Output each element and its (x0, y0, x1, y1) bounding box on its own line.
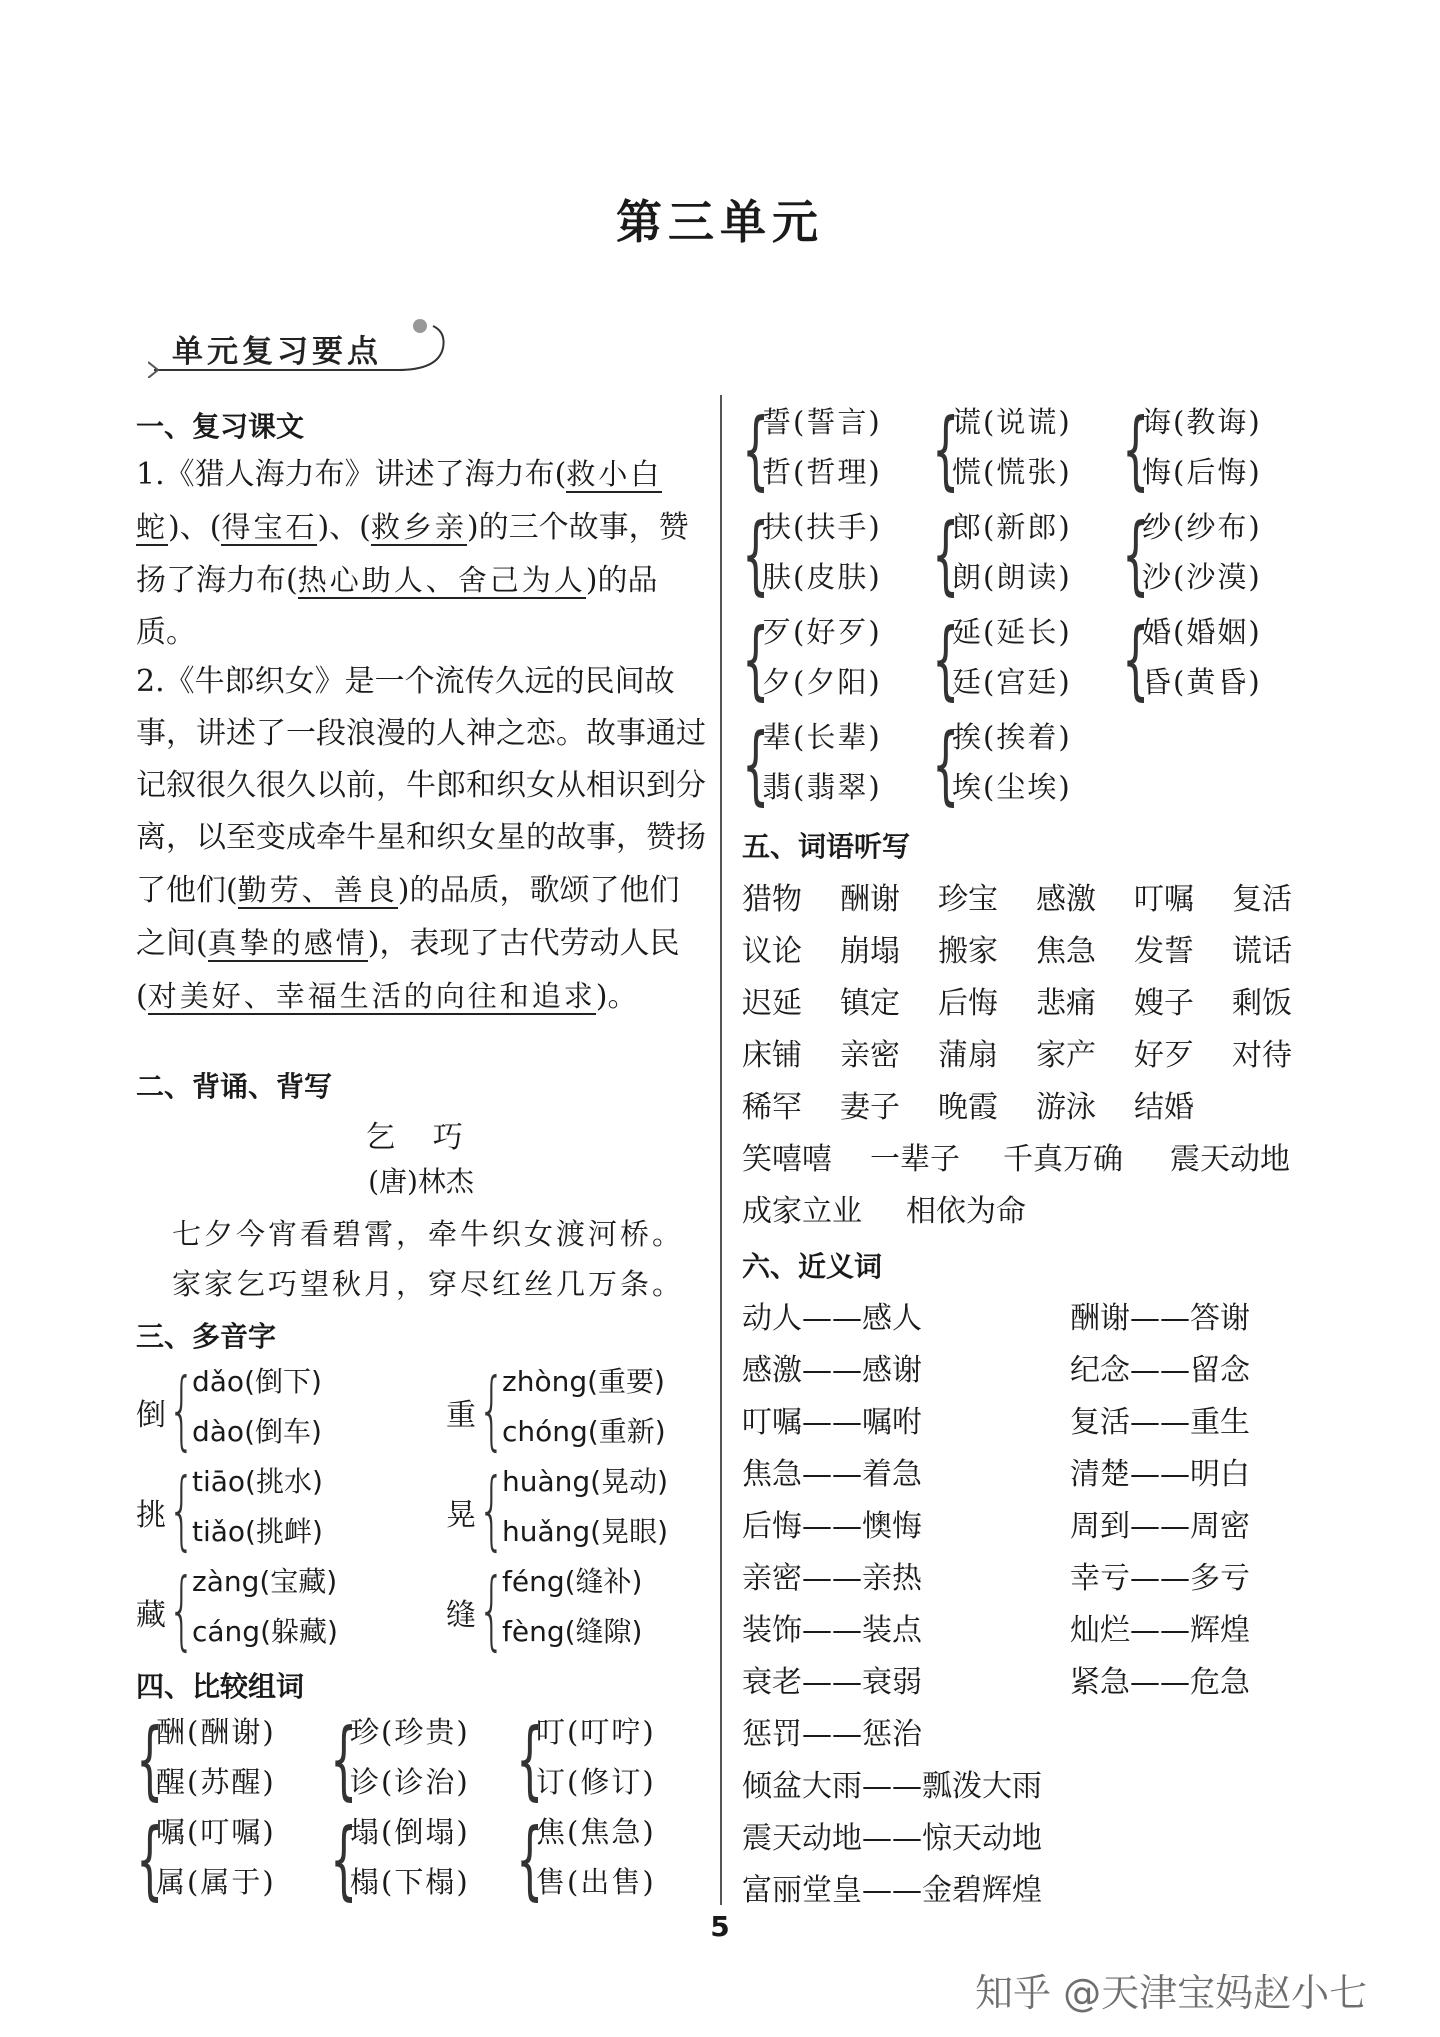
dictation-word: 议论 (742, 934, 802, 969)
synonym-pair: 后悔——懊悔 (742, 1509, 922, 1544)
char: 倒 (136, 1398, 166, 1433)
word: 延(延长) (952, 615, 1072, 649)
brace-icon: { (516, 1810, 544, 1910)
reading: dǎo(倒下) (192, 1365, 322, 1398)
dictation-word: 复活 (1232, 882, 1292, 917)
synonym-pair: 装饰——装点 (742, 1613, 922, 1648)
word: 誓(誓言) (762, 405, 882, 439)
synonym-pair: 酬谢——答谢 (1070, 1301, 1250, 1336)
reading: cáng(躲藏) (192, 1615, 338, 1648)
brace-icon: { (136, 1710, 164, 1810)
dictation-word: 发誓 (1134, 934, 1194, 969)
char: 晃 (446, 1498, 476, 1533)
word: 榻(下榻) (350, 1865, 470, 1899)
section-banner (148, 318, 458, 378)
synonym-pair: 震天动地——惊天动地 (742, 1821, 1042, 1856)
synonym-pair: 紧急——危急 (1070, 1665, 1250, 1700)
poem-title: 乞 巧 (365, 1120, 477, 1155)
text: 1.《猎人海力布》讲述了海力布( (136, 457, 567, 492)
synonym-pair: 焦急——着急 (742, 1457, 922, 1492)
word: 扶(扶手) (762, 510, 882, 544)
char: 重 (446, 1398, 476, 1433)
synonym-pair: 动人——感人 (742, 1301, 922, 1336)
dictation-word: 好歹 (1134, 1038, 1194, 1073)
word: 叮(叮咛) (536, 1715, 656, 1749)
word: 诊(诊治) (350, 1765, 470, 1799)
compare-item (516, 1710, 746, 1814)
reading: chóng(重新) (502, 1415, 666, 1448)
brace-icon: { (1122, 610, 1150, 710)
dictation-word: 叮嘱 (1134, 882, 1194, 917)
char: 缝 (446, 1598, 476, 1633)
brace-icon: { (478, 1560, 506, 1660)
dictation-word: 后悔 (938, 986, 998, 1021)
compare-item (932, 715, 1162, 819)
word: 夕(夕阳) (762, 665, 882, 699)
reading: huàng(晃动) (502, 1465, 669, 1498)
brace-icon: { (1122, 400, 1150, 500)
section-heading-polyphones: 三、多音字 (136, 1320, 277, 1353)
text: 2.《牛郎织女》是一个流传久远的民间故事，讲述了一段浪漫的人神之恋。故事通过记叙很久很久以前，牛郎和织女从相识到分离，以至变成牵牛星和织女星的故事，赞扬了他们( (136, 664, 706, 908)
word: 悔(后悔) (1142, 455, 1262, 489)
synonym-pair: 灿烂——辉煌 (1070, 1613, 1250, 1648)
synonym-pair: 亲密——亲热 (742, 1561, 922, 1596)
dictation-word: 结婚 (1134, 1090, 1194, 1125)
reading: zhòng(重要) (502, 1365, 665, 1398)
word: 嘱(叮嘱) (156, 1815, 276, 1849)
dictation-word: 谎话 (1232, 934, 1292, 969)
synonym-pair: 清楚——明白 (1070, 1457, 1250, 1492)
word: 郎(新郎) (952, 510, 1072, 544)
word: 纱(纱布) (1142, 510, 1262, 544)
text: )的品质。 (136, 563, 658, 650)
compare-item (1122, 505, 1352, 609)
word: 珍(珍贵) (350, 1715, 470, 1749)
dictation-word: 酬谢 (840, 882, 900, 917)
dictation-word: 悲痛 (1036, 986, 1096, 1021)
banner-title: 单元复习要点 (172, 334, 382, 370)
char: 挑 (136, 1498, 166, 1533)
polyphone-item (136, 1460, 406, 1564)
brace-icon: { (742, 505, 770, 605)
dictation-word: 家产 (1036, 1038, 1096, 1073)
dictation-word: 对待 (1232, 1038, 1292, 1073)
reading: tiāo(挑水) (192, 1465, 323, 1498)
polyphone-item (446, 1460, 716, 1564)
word: 谎(说谎) (952, 405, 1072, 439)
brace-icon: { (478, 1360, 506, 1460)
synonym-pair: 惩罚——惩治 (742, 1717, 922, 1752)
brace-icon: { (516, 1710, 544, 1810)
dictation-word: 震天动地 (1170, 1142, 1290, 1177)
word: 醒(苏醒) (156, 1765, 276, 1799)
dictation-word: 亲密 (840, 1038, 900, 1073)
dictation-word: 焦急 (1036, 934, 1096, 969)
synonym-pair: 倾盆大雨——瓢泼大雨 (742, 1769, 1042, 1804)
dictation-word: 猎物 (742, 882, 802, 917)
page-number: 5 (710, 1910, 730, 1943)
compare-item (1122, 610, 1352, 714)
watermark: 知乎 @天津宝妈赵小七 (975, 1971, 1368, 2015)
brace-icon: { (330, 1810, 358, 1910)
brace-icon: { (168, 1560, 196, 1660)
synonym-pair: 复活——重生 (1070, 1405, 1250, 1440)
polyphone-item (136, 1360, 406, 1464)
word: 沙(沙漠) (1142, 560, 1262, 594)
dictation-word: 游泳 (1036, 1090, 1096, 1125)
section-heading-dictation: 五、词语听写 (742, 830, 911, 863)
dictation-word: 稀罕 (742, 1090, 802, 1125)
section-heading-synonyms: 六、近义词 (742, 1250, 883, 1283)
word: 订(修订) (536, 1765, 656, 1799)
brace-icon: { (136, 1810, 164, 1910)
text: )，表现了古代劳动人民( (136, 926, 680, 1014)
dictation-word: 成家立业 (742, 1194, 862, 1229)
word: 肤(皮肤) (762, 560, 882, 594)
synonym-pair: 纪念——留念 (1070, 1353, 1250, 1388)
word: 挨(挨着) (952, 720, 1072, 754)
brace-icon: { (742, 715, 770, 815)
reading: dào(倒车) (192, 1415, 322, 1448)
dictation-word: 笑嘻嘻 (742, 1142, 832, 1177)
dictation-word: 崩塌 (840, 934, 900, 969)
reading: féng(缝补) (502, 1565, 643, 1598)
synonym-pair: 叮嘱——嘱咐 (742, 1405, 922, 1440)
answer: 得宝石 (221, 510, 318, 544)
word: 婚(婚姻) (1142, 615, 1262, 649)
dictation-word: 床铺 (742, 1038, 802, 1073)
compare-item (516, 1810, 746, 1914)
brace-icon: { (742, 400, 770, 500)
dictation-word: 妻子 (840, 1090, 900, 1125)
reading: tiǎo(挑衅) (192, 1515, 323, 1548)
brace-icon: { (1122, 505, 1150, 605)
brace-icon: { (742, 610, 770, 710)
word: 酬(酬谢) (156, 1715, 276, 1749)
text: )、( (168, 510, 222, 545)
compare-item (1122, 400, 1352, 504)
section-heading-compare: 四、比较组词 (136, 1670, 305, 1703)
text: )、( (317, 510, 371, 545)
brace-icon: { (932, 610, 960, 710)
text: )的三个故事，赞扬了海力布( (136, 510, 689, 598)
dictation-word: 蒲扇 (938, 1038, 998, 1073)
column-divider (720, 395, 722, 1905)
answer: 对美好、幸福生活的向往和追求 (147, 979, 596, 1013)
dictation-word: 晚霞 (938, 1090, 998, 1125)
reading: huǎng(晃眼) (502, 1515, 669, 1548)
word: 焦(焦急) (536, 1815, 656, 1849)
word: 朗(朗读) (952, 560, 1072, 594)
dictation-word: 相依为命 (906, 1194, 1026, 1229)
text: )。 (595, 979, 638, 1014)
brace-icon: { (330, 1710, 358, 1810)
text: )的品质，歌颂了他们之间( (136, 873, 680, 961)
brace-icon: { (478, 1460, 506, 1560)
section-heading-review: 一、复习课文 (136, 410, 305, 443)
brace-icon: { (168, 1360, 196, 1460)
polyphone-item (446, 1560, 716, 1664)
brace-icon: { (932, 715, 960, 815)
dictation-word: 珍宝 (938, 882, 998, 917)
word: 埃(尘埃) (952, 770, 1072, 804)
brace-icon: { (932, 400, 960, 500)
paragraph-hailibu (136, 448, 706, 659)
brace-icon: { (168, 1460, 196, 1560)
polyphone-item (136, 1560, 406, 1664)
char: 藏 (136, 1598, 166, 1633)
dictation-word: 剩饭 (1232, 986, 1292, 1021)
answer: 热心助人、舍己为人 (297, 563, 586, 597)
word: 廷(宫廷) (952, 665, 1072, 699)
answer: 真挚的感情 (207, 926, 368, 960)
answer: 勤劳、善良 (237, 873, 398, 907)
paragraph-niulang (136, 656, 706, 1023)
dictation-word: 千真万确 (1003, 1142, 1123, 1177)
page-title: 第三单元 (616, 195, 824, 249)
dictation-word: 感激 (1036, 882, 1096, 917)
word: 翡(翡翠) (762, 770, 882, 804)
poem-author: (唐)林杰 (368, 1165, 474, 1198)
word: 诲(教诲) (1142, 405, 1262, 439)
answer: 救乡亲 (370, 510, 467, 544)
synonym-pair: 周到——周密 (1070, 1509, 1250, 1544)
brace-icon: { (932, 505, 960, 605)
dictation-word: 镇定 (840, 986, 900, 1021)
word: 售(出售) (536, 1865, 656, 1899)
dictation-word: 嫂子 (1134, 986, 1194, 1021)
word: 属(属于) (156, 1865, 276, 1899)
word: 昏(黄昏) (1142, 665, 1262, 699)
reading: fèng(缝隙) (502, 1615, 643, 1648)
word: 塌(倒塌) (350, 1815, 470, 1849)
poem-line: 家家乞巧望秋月，穿尽红丝几万条。 (172, 1267, 685, 1301)
word: 慌(慌张) (952, 455, 1072, 489)
reading: zàng(宝藏) (192, 1565, 338, 1598)
synonym-pair: 幸亏——多亏 (1070, 1561, 1250, 1596)
dictation-word: 搬家 (938, 934, 998, 969)
word: 歹(好歹) (762, 615, 882, 649)
word: 哲(哲理) (762, 455, 882, 489)
poem-line: 七夕今宵看碧霄，牵牛织女渡河桥。 (172, 1217, 685, 1251)
synonym-pair: 感激——感谢 (742, 1353, 922, 1388)
synonym-pair: 衰老——衰弱 (742, 1665, 922, 1700)
dictation-word: 迟延 (742, 986, 802, 1021)
polyphone-item (446, 1360, 716, 1464)
synonym-pair: 富丽堂皇——金碧辉煌 (742, 1873, 1042, 1908)
word: 辈(长辈) (762, 720, 882, 754)
dictation-word: 一辈子 (870, 1142, 960, 1177)
answer: 救小白蛇 (136, 457, 663, 544)
section-heading-recite: 二、背诵、背写 (136, 1070, 333, 1103)
